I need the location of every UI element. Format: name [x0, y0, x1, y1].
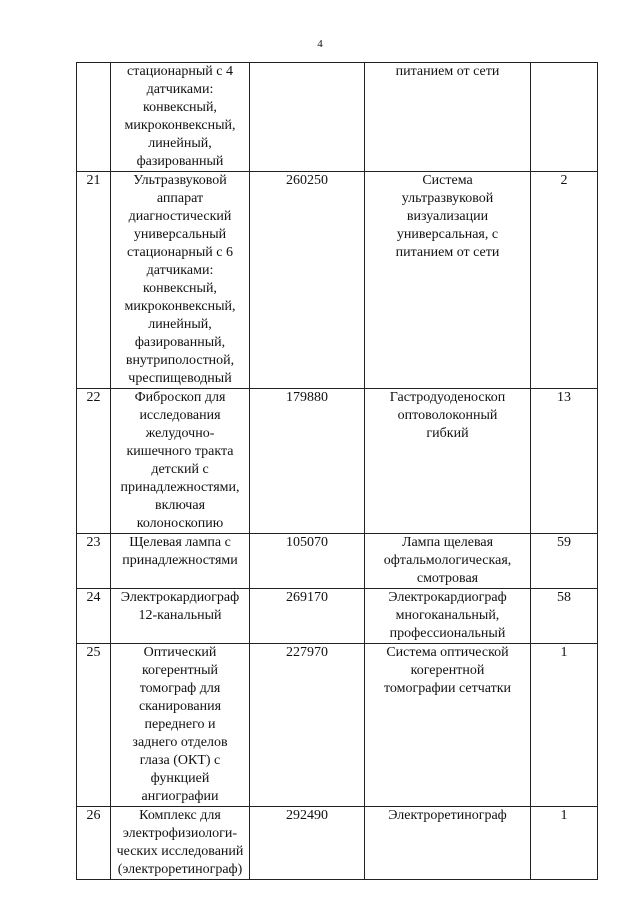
- cell-line: когерентный: [141, 663, 219, 678]
- cell-line: Электрокардиограф: [388, 590, 507, 605]
- quantity-cell: 59: [531, 534, 598, 589]
- cell-line: Ультразвуковой: [133, 173, 227, 188]
- cell-line: Щелевая лампа с: [129, 535, 231, 550]
- equipment-code-cell: 105070: [250, 534, 365, 589]
- cell-line: универсальная, с: [396, 227, 499, 242]
- cell-line: функцией: [150, 771, 210, 786]
- equipment-code-cell: 227970: [250, 644, 365, 807]
- row-number-cell: 23: [77, 534, 111, 589]
- cell-line: фазированный,: [134, 335, 226, 350]
- table-row: [77, 389, 598, 534]
- cell-line: микроконвексный,: [124, 299, 236, 314]
- cell-line: переднего и: [144, 717, 216, 732]
- equipment-type-cell: [365, 589, 531, 644]
- equipment-name-cell: [111, 807, 250, 880]
- cell-line: универсальный: [133, 227, 227, 242]
- table-row: [77, 644, 598, 807]
- equipment-name-cell: [111, 172, 250, 389]
- cell-line: принадлежностями,: [120, 480, 240, 495]
- equipment-name-cell: [111, 389, 250, 534]
- cell-line: томограф для: [139, 681, 221, 696]
- cell-line: чреспищеводный: [128, 371, 232, 386]
- table-row: [77, 807, 598, 880]
- cell-line: ультразвуковой: [401, 191, 494, 206]
- cell-line: колоноскопию: [136, 516, 224, 531]
- equipment-type-cell: [365, 63, 531, 172]
- table-row: [77, 63, 598, 172]
- cell-line: стационарный с 4: [126, 64, 233, 79]
- cell-line: кишечного тракта: [126, 444, 234, 459]
- equipment-name-cell: [111, 63, 250, 172]
- cell-line: желудочно-: [145, 426, 215, 441]
- cell-line: детский с: [151, 462, 209, 477]
- equipment-name-cell: [111, 644, 250, 807]
- quantity-cell: [531, 63, 598, 172]
- cell-line: Оптический: [143, 645, 217, 660]
- cell-line: принадлежностями: [122, 553, 238, 568]
- cell-line: линейный,: [148, 317, 212, 332]
- row-number-cell: 22: [77, 389, 111, 534]
- cell-line: конвексный,: [143, 281, 217, 296]
- cell-line: Комплекс для: [139, 808, 221, 823]
- cell-line: линейный,: [148, 136, 212, 151]
- cell-line: питанием от сети: [395, 64, 500, 79]
- equipment-type-cell: [365, 807, 531, 880]
- equipment-code-cell: [250, 63, 365, 172]
- cell-line: глаза (ОКТ) с: [139, 753, 221, 768]
- row-number-cell: 26: [77, 807, 111, 880]
- cell-line: (электроретинограф): [117, 862, 243, 877]
- equipment-table: [76, 62, 598, 880]
- equipment-code-cell: 292490: [250, 807, 365, 880]
- row-number-cell: 24: [77, 589, 111, 644]
- cell-line: Электрокардиограф: [120, 590, 240, 605]
- row-number-cell: 25: [77, 644, 111, 807]
- table-row: [77, 534, 598, 589]
- cell-line: Система оптической: [386, 645, 509, 660]
- cell-line: Гастродуоденоскоп: [389, 390, 506, 405]
- cell-line: фазированный: [136, 154, 224, 169]
- cell-line: аппарат: [156, 191, 204, 206]
- cell-line: визуализации: [406, 209, 489, 224]
- equipment-name-cell: [111, 589, 250, 644]
- cell-line: Электроретинограф: [388, 808, 507, 823]
- cell-line: гибкий: [426, 426, 469, 441]
- cell-line: заднего отделов: [132, 735, 228, 750]
- table-row: [77, 589, 598, 644]
- table-row: [77, 172, 598, 389]
- quantity-cell: 58: [531, 589, 598, 644]
- page-number: 4: [317, 38, 323, 50]
- cell-line: исследования: [139, 408, 221, 423]
- equipment-type-cell: [365, 534, 531, 589]
- cell-line: смотровая: [416, 571, 479, 586]
- equipment-name-cell: [111, 534, 250, 589]
- cell-line: стационарный с 6: [126, 245, 233, 260]
- cell-line: томографии сетчатки: [383, 681, 512, 696]
- cell-line: оптоволоконный: [397, 408, 498, 423]
- cell-line: питанием от сети: [395, 245, 500, 260]
- cell-line: датчиками:: [146, 82, 214, 97]
- equipment-type-cell: [365, 644, 531, 807]
- equipment-code-cell: 269170: [250, 589, 365, 644]
- cell-line: профессиональный: [389, 626, 506, 641]
- row-number-cell: 21: [77, 172, 111, 389]
- cell-line: Фиброскоп для: [134, 390, 226, 405]
- quantity-cell: 2: [531, 172, 598, 389]
- cell-line: диагностический: [128, 209, 232, 224]
- cell-line: сканирования: [138, 699, 222, 714]
- cell-line: внутриполостной,: [125, 353, 235, 368]
- cell-line: датчиками:: [146, 263, 214, 278]
- cell-line: конвексный,: [143, 100, 217, 115]
- cell-line: Система: [422, 173, 473, 188]
- cell-line: когерентной: [410, 663, 485, 678]
- equipment-type-cell: [365, 172, 531, 389]
- cell-line: включая: [154, 498, 206, 513]
- cell-line: 12-канальный: [138, 608, 222, 623]
- quantity-cell: 1: [531, 807, 598, 880]
- cell-line: электрофизиологи-: [122, 826, 238, 841]
- cell-line: микроконвексный,: [124, 118, 236, 133]
- cell-line: офтальмологическая,: [383, 553, 512, 568]
- quantity-cell: 13: [531, 389, 598, 534]
- cell-line: ангиографии: [141, 789, 219, 804]
- cell-line: ческих исследований: [116, 844, 244, 859]
- equipment-table-body: [77, 63, 598, 880]
- row-number-cell: [77, 63, 111, 172]
- equipment-code-cell: 260250: [250, 172, 365, 389]
- cell-line: Лампа щелевая: [401, 535, 494, 550]
- quantity-cell: 1: [531, 644, 598, 807]
- equipment-type-cell: [365, 389, 531, 534]
- equipment-code-cell: 179880: [250, 389, 365, 534]
- cell-line: многоканальный,: [395, 608, 500, 623]
